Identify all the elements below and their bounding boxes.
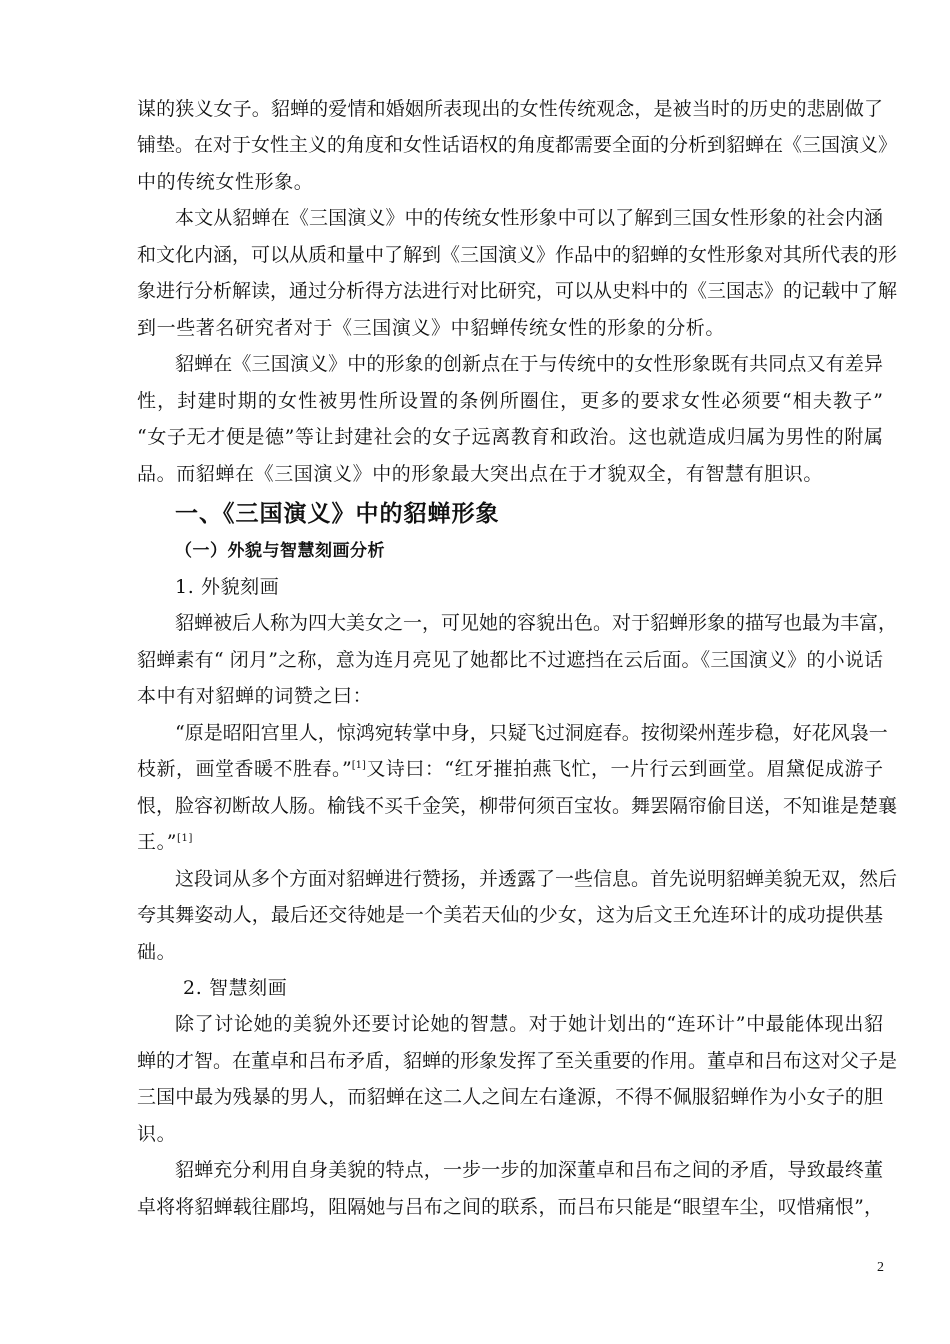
paragraph-line: 本中有对貂蝉的词赞之曰： xyxy=(137,685,373,707)
paragraph-line: 三国中最为残暴的男人，而貂蝉在这二人之间左右逢源，不得不佩服貂蝉作为小女子的胆 xyxy=(137,1086,883,1108)
paragraph-line: 象进行分析解读，通过分析得方法进行对比研究，可以从史料中的《三国志》的记载中了解 xyxy=(137,280,898,302)
paragraph-line: 谋的狭义女子。貂蝉的爱情和婚姻所表现出的女性传统观念，是被当时的历史的悲剧做了 xyxy=(137,98,883,120)
paragraph-line: 品。而貂蝉在《三国演义》中的形象最大突出点在于才貌双全，有智慧有胆识。 xyxy=(137,463,824,485)
paragraph-line: 貂蝉充分利用自身美貌的特点，一步一步的加深董卓和吕布之间的矛盾，导致最终董 xyxy=(175,1159,883,1181)
paragraph-line: 本文从貂蝉在《三国演义》中的传统女性形象中可以了解到三国女性形象的社会内涵 xyxy=(175,207,883,229)
section-heading: 一、《三国演义》中的貂蝉形象 xyxy=(175,501,500,527)
citation-ref: [1] xyxy=(177,833,193,844)
quote-line xyxy=(137,757,883,781)
paragraph-line: 貂蝉素有“ 闭月”之称，意为连月亮见了她都比不过遮挡在云后面。《三国演义》的小说话 xyxy=(137,649,883,671)
quote-line: 恨，脸容初断故人肠。榆钱不买千金笑，柳带何须百宝妆。舞罢隔帘偷目送，不知谁是楚襄 xyxy=(137,795,898,817)
paragraph-line: 貂蝉被后人称为四大美女之一，可见她的容貌出色。对于貂蝉形象的描写也最为丰富， xyxy=(175,612,898,634)
paragraph-line: 蝉的才智。在董卓和吕布矛盾，貂蝉的形象发挥了至关重要的作用。董卓和吕布这对父子是 xyxy=(137,1050,898,1072)
paragraph-line: 铺垫。在对于女性主义的角度和女性话语权的角度都需要全面的分析到貂蝉在《三国演义》 xyxy=(137,134,898,156)
paragraph-line: 这段词从多个方面对貂蝉进行赞扬，并透露了一些信息。首先说明貂蝉美貌无双，然后 xyxy=(175,868,898,890)
citation-ref: [1] xyxy=(351,760,366,771)
paragraph-line: 除了讨论她的美貌外还要讨论她的智慧。对于她计划出的“连环计”中最能体现出貂 xyxy=(175,1013,883,1035)
paragraph-line: 和文化内涵，可以从质和量中了解到《三国演义》作品中的貂蝉的女性形象对其所代表的形 xyxy=(137,244,898,266)
quote-line: “原是昭阳宫里人，惊鸿宛转掌中身，只疑飞过洞庭春。按彻梁州莲步稳，好花风袅一 xyxy=(175,722,888,744)
paragraph-line: “女子无才便是德”等让封建社会的女子远离教育和政治。这也就造成归属为男性的附属 xyxy=(137,426,883,448)
paragraph-line: 貂蝉在《三国演义》中的形象的创新点在于与传统中的女性形象既有共同点又有差异 xyxy=(175,353,883,375)
subsection-heading: （一）外貌与智慧刻画分析 xyxy=(175,541,385,561)
page-number: 2 xyxy=(877,1260,884,1275)
paragraph-line: 础。 xyxy=(137,941,177,963)
subsubsection-heading: 2. 智慧刻画 xyxy=(183,977,288,999)
paragraph-line: 中的传统女性形象。 xyxy=(137,171,314,193)
quote-text: 王。” xyxy=(137,831,178,853)
paragraph-line: 性，封建时期的女性被男性所设置的条例所圈住，更多的要求女性必须要“相夫教子” xyxy=(137,390,883,412)
paragraph-line: 夸其舞姿动人，最后还交待她是一个美若天仙的少女，这为后文王允连环计的成功提供基 xyxy=(137,904,883,926)
quote-text: 枝新，画堂香暖不胜春。” xyxy=(137,758,352,780)
paragraph-line: 卓将将貂蝉载往郿坞，阻隔她与吕布之间的联系，而吕布只能是“眼望车尘，叹惜痛恨”， xyxy=(137,1196,883,1218)
paragraph-line: 到一些著名研究者对于《三国演义》中貂蝉传统女性的形象的分析。 xyxy=(137,317,726,339)
quote-text: 又诗曰：“红牙摧拍燕飞忙，一片行云到画堂。眉黛促成游子 xyxy=(365,758,883,780)
subsubsection-heading: 1. 外貌刻画 xyxy=(175,576,280,598)
paragraph-line: 识。 xyxy=(137,1123,177,1145)
quote-line xyxy=(137,830,193,854)
